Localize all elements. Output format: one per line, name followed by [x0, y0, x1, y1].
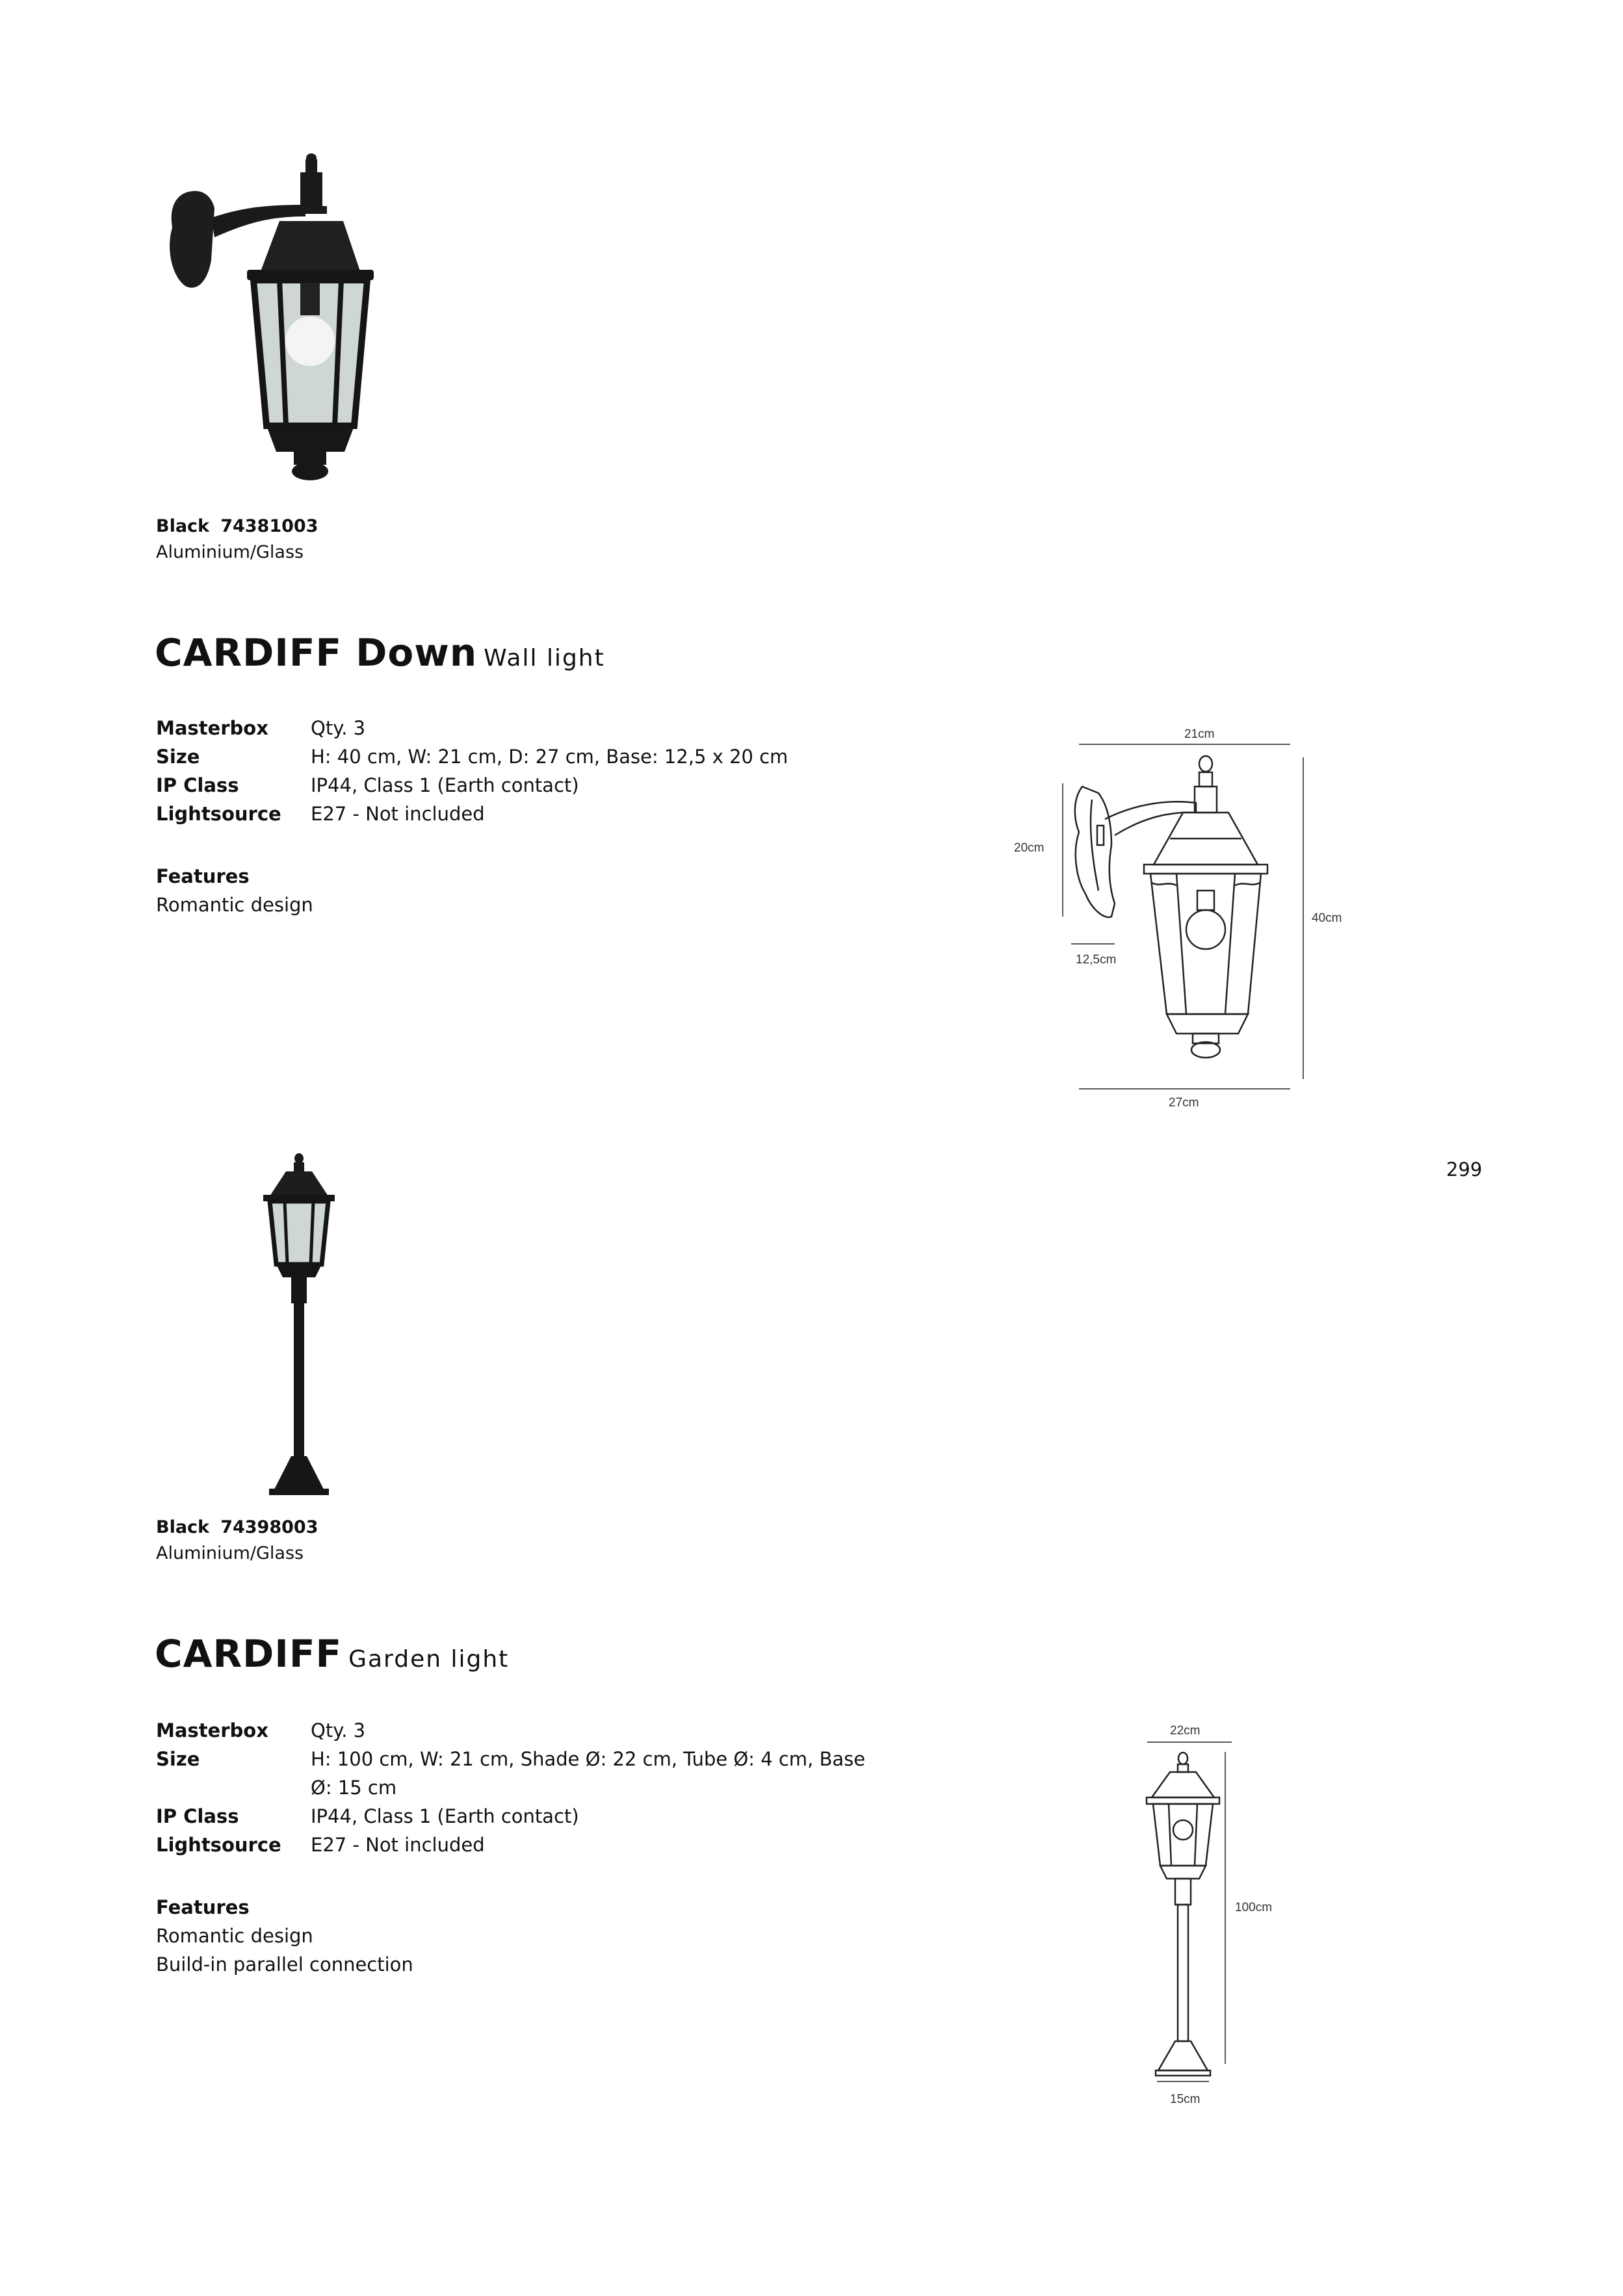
dim-height: 40cm — [1312, 911, 1342, 925]
spec-value: H: 40 cm, W: 21 cm, D: 27 cm, Base: 12,5 x 20 cm — [311, 746, 788, 768]
spec-row — [156, 717, 788, 746]
dim-depth: 27cm — [1169, 1096, 1199, 1110]
dim-height: 100cm — [1235, 1901, 1273, 1914]
dim-base-width: 12,5cm — [1076, 953, 1117, 967]
product-title — [155, 631, 605, 675]
variant-material: Aluminium/Glass — [156, 542, 304, 562]
variant-number: 74381003 — [220, 516, 318, 536]
spec-value-continued: Ø: 15 cm — [311, 1777, 397, 1799]
spec-row — [156, 1805, 865, 1834]
features-title: Features — [156, 865, 250, 887]
product-subtitle: Garden light — [348, 1646, 510, 1673]
dim-shade: 22cm — [1170, 1724, 1201, 1738]
spec-label: Size — [156, 746, 200, 768]
spec-label: Size — [156, 1748, 200, 1770]
spec-table — [156, 717, 788, 831]
dim-width: 21cm — [1184, 727, 1215, 741]
wall-light-photo — [149, 146, 422, 497]
feature-item: Build-in parallel connection — [156, 1953, 413, 1976]
spec-value: IP44, Class 1 (Earth contact) — [311, 774, 579, 796]
spec-label: Lightsource — [156, 1834, 281, 1856]
spec-row — [156, 1834, 865, 1862]
feature-item: Romantic design — [156, 894, 313, 916]
features-title: Features — [156, 1896, 250, 1918]
spec-label: Lightsource — [156, 803, 281, 825]
wall-light-technical-drawing — [1001, 715, 1352, 1131]
spec-label: Masterbox — [156, 717, 268, 739]
spec-value: IP44, Class 1 (Earth contact) — [311, 1805, 579, 1827]
dim-base-height: 20cm — [1014, 841, 1045, 855]
spec-row — [156, 1777, 865, 1805]
spec-value: E27 - Not included — [311, 1834, 485, 1856]
feature-item: Romantic design — [156, 1925, 313, 1947]
dim-base: 15cm — [1170, 2093, 1201, 2106]
garden-light-technical-drawing — [1105, 1716, 1313, 2119]
spec-value: Qty. 3 — [311, 1719, 366, 1742]
spec-label: IP Class — [156, 1805, 239, 1827]
spec-value: H: 100 cm, W: 21 cm, Shade Ø: 22 cm, Tube Ø: 4 cm, Base — [311, 1748, 866, 1770]
product-title — [155, 1632, 509, 1676]
spec-row — [156, 774, 788, 803]
product-name: CARDIFF Down — [155, 631, 478, 675]
spec-label: IP Class — [156, 774, 239, 796]
spec-row — [156, 803, 788, 831]
product-subtitle: Wall light — [484, 645, 605, 672]
spec-table — [156, 1719, 865, 1862]
variant-color: Black — [156, 1517, 210, 1537]
spec-row — [156, 1748, 865, 1777]
variant-code — [156, 1515, 318, 1541]
garden-light-photo — [240, 1151, 357, 1502]
product-name: CARDIFF — [155, 1632, 343, 1676]
spec-row — [156, 1719, 865, 1748]
spec-label: Masterbox — [156, 1719, 268, 1742]
variant-code — [156, 514, 318, 540]
spec-value: Qty. 3 — [311, 717, 366, 739]
page-number: 299 — [1446, 1158, 1483, 1181]
spec-row — [156, 746, 788, 774]
variant-number: 74398003 — [220, 1517, 318, 1537]
spec-value: E27 - Not included — [311, 803, 485, 825]
variant-material: Aluminium/Glass — [156, 1543, 304, 1563]
variant-color: Black — [156, 516, 210, 536]
